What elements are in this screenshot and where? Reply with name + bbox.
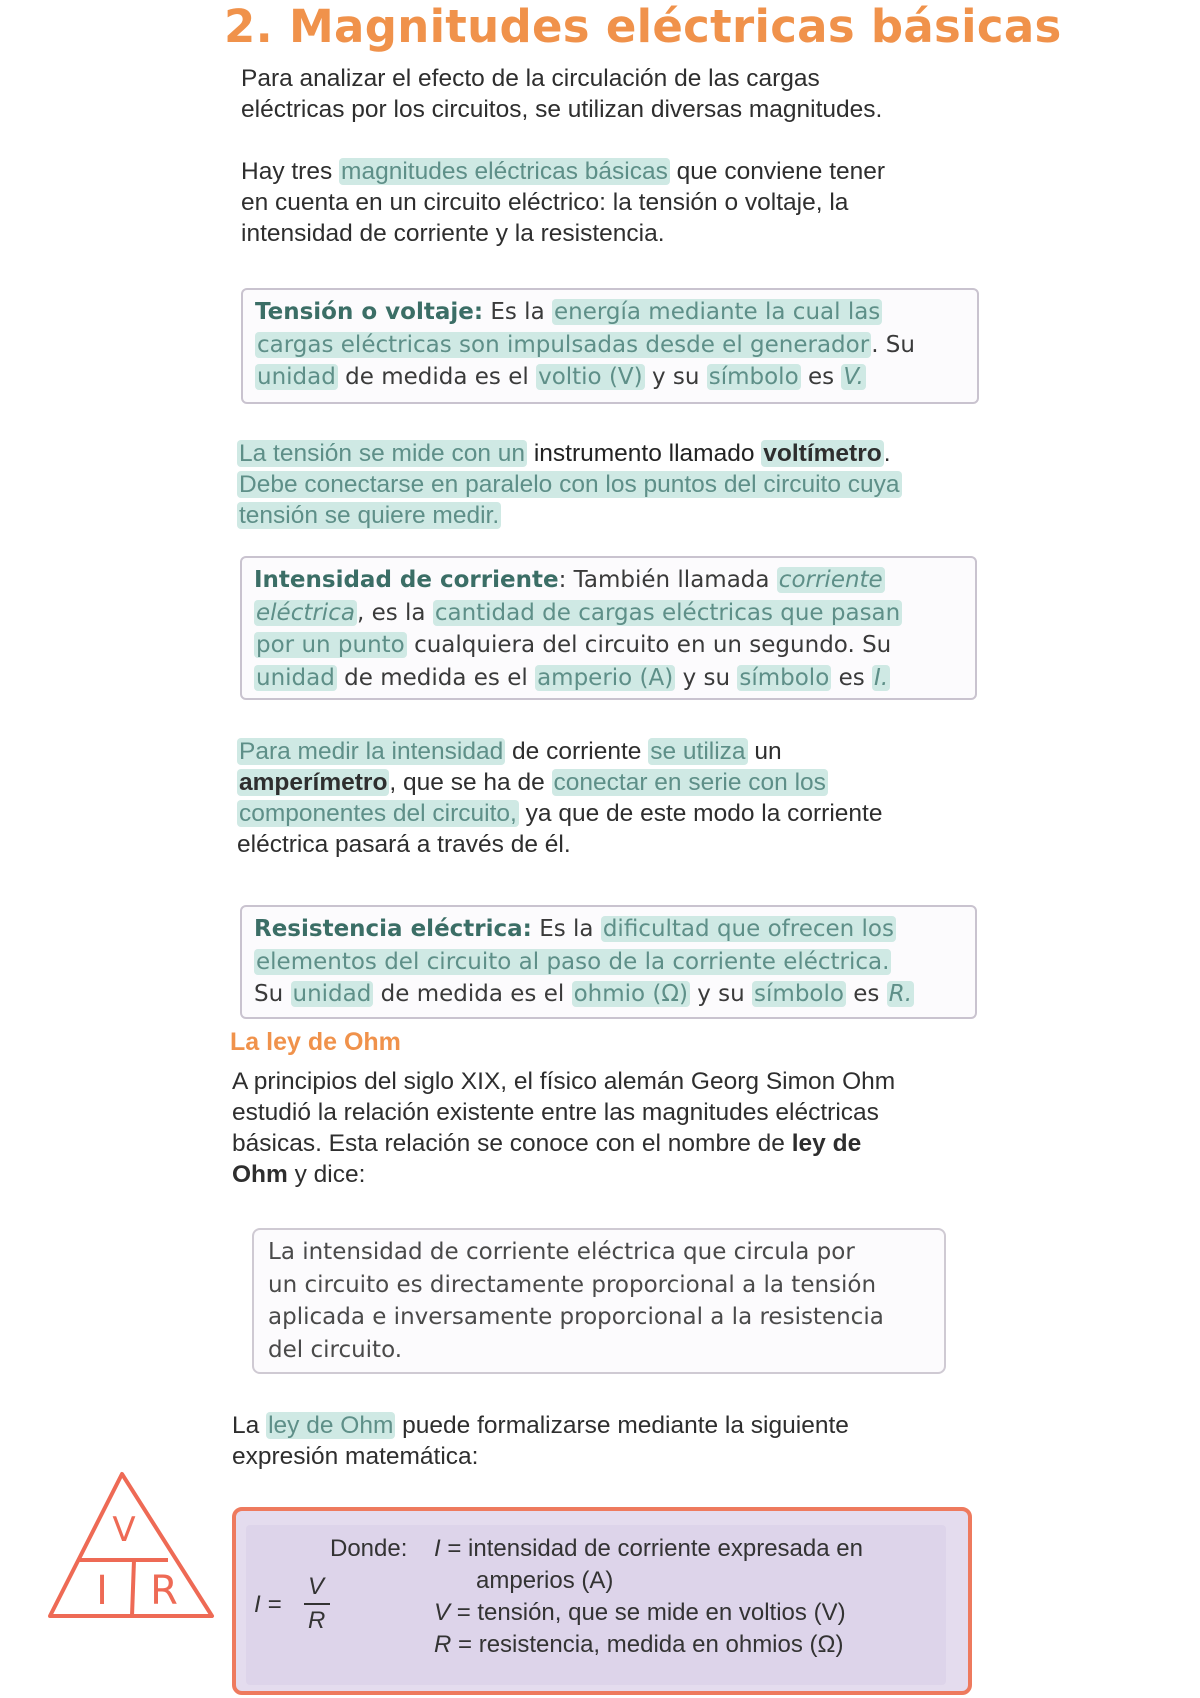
definition-box-resistencia: Resistencia eléctrica: Es la dificultad que ofrecen los elementos del circuito al paso de la corriente eléctrica. Su unidad de medida es el ohmio (Ω) y su símbolo es R. bbox=[240, 905, 977, 1019]
triangle-i: I bbox=[96, 1568, 108, 1614]
expression-paragraph: La ley de Ohm puede formalizarse mediante la siguiente expresión matemática: bbox=[232, 1412, 849, 1470]
definition-box-intensidad: Intensidad de corriente: También llamada corriente eléctrica, es la cantidad de cargas eléctricas que pasan por un punto cualquiera del circuito en un segundo. Su unidad de medida es el amperio (A) y su símbolo es I. bbox=[240, 556, 977, 700]
ohm-law-quote: La intensidad de corriente eléctrica que circula por un circuito es directamente proporcional a la tensión aplicada e inversamente proporcional a la resistencia del circuito. bbox=[252, 1228, 946, 1374]
term-label: Tensión o voltaje: bbox=[255, 299, 484, 325]
triangle-v: V bbox=[112, 1510, 136, 1550]
def-i-unit: amperios (A) bbox=[476, 1567, 614, 1594]
ohm-intro-paragraph: A principios del siglo XIX, el físico alemán Georg Simon Ohm estudió la relación existente entre las magnitudes eléctricas básicas. Esta relación se conoce con el nombre de ley de Ohm y dice: bbox=[232, 1068, 896, 1188]
def-v: V = tensión, que se mide en voltios (V) bbox=[434, 1599, 846, 1626]
formula-lhs: I = bbox=[254, 1591, 282, 1618]
intro-paragraph-2: Hay tres magnitudes eléctricas básicas que conviene tener en cuenta en un circuito eléctrico: la tensión o voltaje, la intensidad de corriente y la resistencia. bbox=[241, 158, 886, 247]
fraction-bar bbox=[304, 1603, 330, 1605]
voltimetro-paragraph: La tensión se mide con un instrumento llamado voltímetro. Debe conectarse en paralelo con los puntos del circuito cuya tensión se quiere medir. bbox=[239, 440, 900, 529]
definition-box-tension: Tensión o voltaje: Es la energía mediante la cual las cargas eléctricas son impulsadas desde el generador. Su unidad de medida es el voltio (V) y su símbolo es V. bbox=[241, 288, 979, 404]
intro-paragraph: Para analizar el efecto de la circulación de las cargas eléctricas por los circuitos, se utilizan diversas magnitudes. bbox=[241, 65, 883, 123]
amperimetro-paragraph: Para medir la intensidad de corriente se utiliza un amperímetro, que se ha de conectar en serie con los componentes del circuito, ya que de este modo la corriente eléctrica pasará a través de él. bbox=[237, 738, 883, 858]
def-r: R = resistencia, medida en ohmios (Ω) bbox=[434, 1631, 844, 1658]
ohm-formula-box bbox=[232, 1507, 972, 1695]
highlight: magnitudes eléctricas básicas bbox=[341, 158, 668, 185]
triangle-r: R bbox=[150, 1568, 178, 1614]
formula-numerator: V bbox=[308, 1573, 325, 1600]
donde-label: Donde: bbox=[330, 1535, 408, 1562]
page-title: 2. Magnitudes eléctricas básicas bbox=[224, 0, 1062, 53]
section-heading: La ley de Ohm bbox=[230, 1028, 401, 1056]
def-i: I = intensidad de corriente expresada en bbox=[434, 1535, 863, 1562]
formula-denominator: R bbox=[308, 1607, 326, 1634]
ohm-triangle-icon bbox=[44, 1466, 234, 1634]
